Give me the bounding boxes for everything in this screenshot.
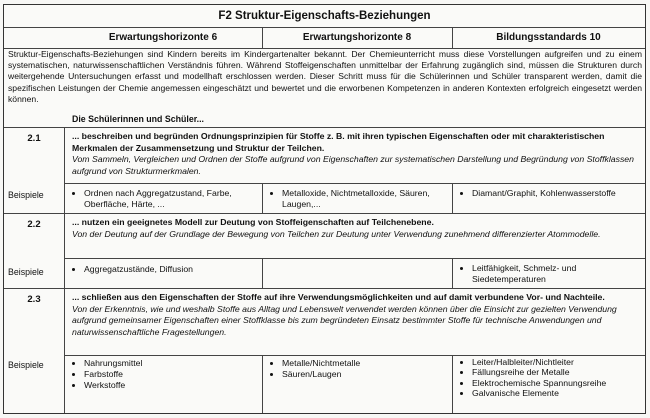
examples-10 (456, 263, 616, 285)
section-description: Vom Sammeln, Vergleichen und Ordnen der Stoffe aufgrund von Eigenschaften zur systematischen Darstellung und Begründung von Stoffklassen aufgrund von Strukturmerkmalen. (72, 154, 634, 176)
section-number: 2.2 (27, 219, 41, 230)
divider (262, 258, 263, 288)
intro-text: Struktur-Eigenschafts-Beziehungen sind Kindern bereits im Kindergartenalter bekannt. Der Chemieunterricht muss diese Vorstellungen aufgreifen und zu einem systematischen, naturwissenschaftlichen Verständnis führen. Während Stoffeigenschaften unmittelbar der Erfahrung zugänglich sind, müssen die Strukturen durch weitergehende Untersuchungen erfasst und modellhaft erschlossen werden. Dieser Schritt muss für die Schülerinnen und Schüler transparent werden, damit die spezifischen Leistungen der Chemie angemessen eingeschätzt und bewertet und die erworbenen Kompetenzen in anderen Kontexten erfolgreich eingesetzt werden können. (8, 49, 642, 104)
list-item: • Galvanische Elemente (472, 388, 616, 398)
divider (262, 183, 263, 213)
section-heading: ... beschreiben und begründen Ordnungsprinzipien für Stoffe z. B. mit ihren typischen Eigenschaften oder mit charakteristischen Merkmalen der Zusammensetzung und Struktur der Teilchen. (72, 131, 605, 153)
column-header-8: Erwartungshorizonte 8 (302, 32, 412, 43)
section-heading: ... nutzen ein geeignetes Modell zur Deutung von Stoffeigenschaften auf Teilchenebene. (72, 217, 434, 227)
section-number: 2.3 (27, 294, 41, 305)
divider (262, 355, 263, 413)
list-item: • Farbstoffe (84, 369, 258, 380)
divider (4, 127, 645, 128)
examples-6 (68, 188, 258, 210)
examples-10 (456, 188, 641, 199)
beispiele-label: Beispiele (8, 190, 44, 200)
examples-6 (68, 358, 258, 391)
column-header-10: Bildungsstandards 10 (496, 32, 601, 43)
section-description: Von der Erkenntnis, wie und weshalb Stoffe aus Alltag und Lebenswelt verwendet werden können über die Einsicht zur gezielten Verwendung aufgrund gemeinsamer Eigenschaften einer Stoffklasse bis zum begründeten Einsatz bestimmter Stoffe für technische Anwendungen und naturwissenschaftliche Fragestellungen. (72, 303, 617, 337)
divider (64, 183, 645, 184)
list-item: • Fällungsreihe der Metalle (472, 367, 616, 377)
divider (64, 355, 645, 356)
examples-8 (266, 188, 448, 210)
beispiele-label: Beispiele (8, 360, 44, 370)
divider (452, 27, 453, 48)
list-item: • Elektrochemische Spannungsreihe (472, 378, 616, 388)
list-item: • Leitfähigkeit, Schmelz- und Siedetemperaturen (472, 263, 616, 285)
divider (452, 258, 453, 288)
section-text (72, 292, 640, 338)
list-item: • Ordnen nach Aggregatzustand, Farbe, Oberfläche, Härte, ... (84, 188, 258, 210)
section-description: Von der Deutung auf der Grundlage der Bewegung von Teilchen zur Deutung unter Verwendung zunehmend differenzierter Atommodelle. (72, 228, 601, 239)
list-item: • Metalle/Nichtmetalle (282, 358, 448, 369)
beispiele-label: Beispiele (8, 267, 44, 277)
section-number: 2.1 (27, 133, 41, 144)
divider (64, 258, 645, 259)
list-item: • Aggregatzustände, Diffusion (84, 264, 258, 275)
document-table (3, 4, 646, 414)
lead-text: Die Schülerinnen und Schüler... (72, 114, 204, 124)
list-item: • Leiter/Halbleiter/Nichtleiter (472, 357, 616, 367)
list-item: • Nahrungsmittel (84, 358, 258, 369)
divider (452, 355, 453, 413)
divider (4, 288, 645, 289)
divider (64, 127, 65, 413)
column-header-6: Erwartungshorizonte 6 (108, 32, 218, 43)
list-item: • Metalloxide, Nichtmetalloxide, Säuren, Laugen,... (282, 188, 448, 210)
section-text (72, 131, 640, 177)
divider (4, 213, 645, 214)
section-heading: ... schließen aus den Eigenschaften der Stoffe auf ihre Verwendungsmöglichkeiten und auf damit verbundene Vor- und Nachteile. (72, 292, 605, 302)
page-title: F2 Struktur-Eigenschafts-Beziehungen (218, 10, 431, 22)
divider (452, 183, 453, 213)
examples-6 (68, 264, 258, 275)
examples-10 (456, 357, 616, 399)
list-item: • Diamant/Graphit, Kohlenwasserstoffe (472, 188, 641, 199)
examples-8 (266, 358, 448, 380)
divider (262, 27, 263, 48)
section-text (72, 217, 640, 240)
list-item: • Säuren/Laugen (282, 369, 448, 380)
list-item: • Werkstoffe (84, 380, 258, 391)
